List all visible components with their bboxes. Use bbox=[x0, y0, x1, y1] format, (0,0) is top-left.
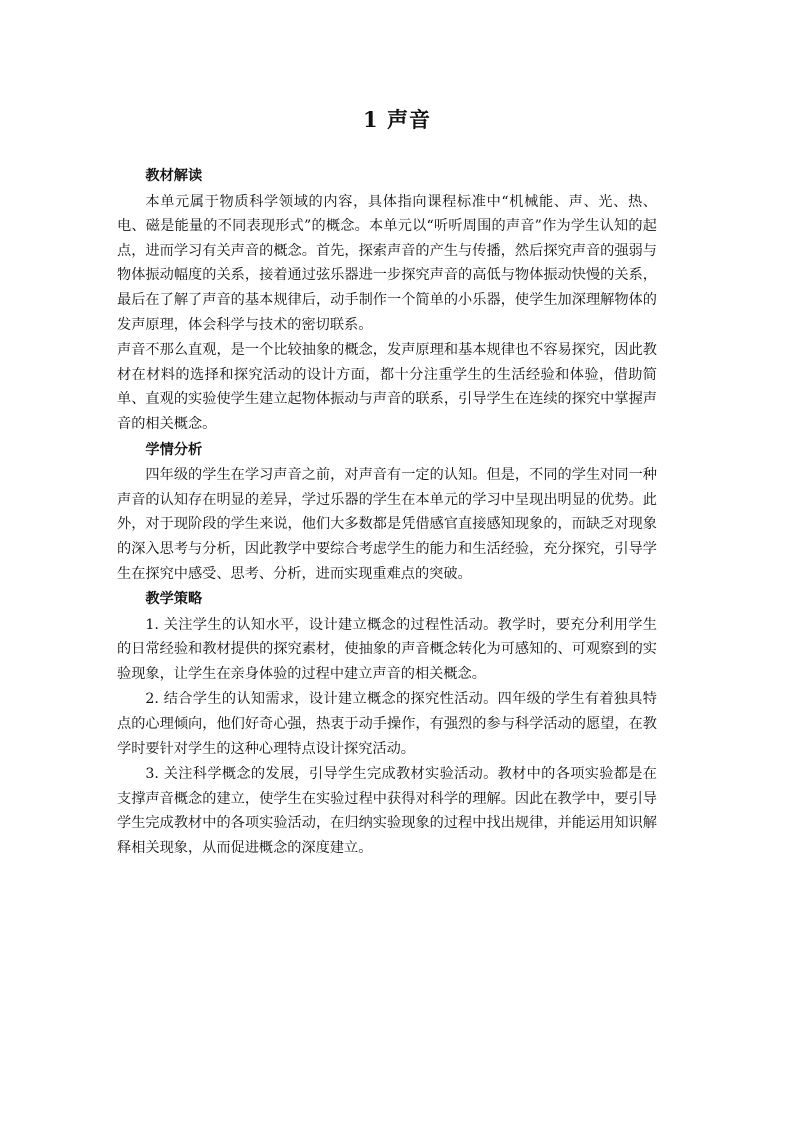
paragraph: 本单元属于物质科学领域的内容，具体指向课程标准中“机械能、声、光、热、电、磁是能量的不同表现形式”的概念。本单元以“听听周围的声音”作为学生认知的起点，进而学习有关声音的概念。首先，探索声音的产生与传播，然后探究声音的强弱与物体振动幅度的关系，接着通过弦乐器进一步探究声音的高低与物体振动快慢的关系，最后在了解了声音的基本规律后，动手制作一个简单的小乐器，使学生加深理解物体的发声原理，体会科学与技术的密切联系。 bbox=[117, 193, 657, 333]
paragraph: 1. 关注学生的认知水平，设计建立概念的过程性活动。教学时，要充分利用学生的日常经验和教材提供的探究素材，使抽象的声音概念转化为可感知的、可观察到的实验现象，让学生在亲身体验的过程中建立声音的相关概念。 bbox=[117, 616, 657, 682]
section-heading-textbook-interpretation: 教材解读 bbox=[145, 168, 203, 184]
paragraph: 2. 结合学生的认知需求，设计建立概念的探究性活动。四年级的学生有着独具特点的心理倾向，他们好奇心强，热衷于动手操作，有强烈的参与科学活动的愿望，在教学时要针对学生的这种心理特点设计探究活动。 bbox=[117, 691, 657, 757]
section-heading-teaching-strategy: 教学策略 bbox=[145, 591, 203, 608]
paragraph: 四年级的学生在学习声音之前，对声音有一定的认知。但是，不同的学生对同一种声音的认知存在明显的差异，学过乐器的学生在本单元的学习中呈现出明显的优势。此外，对于现阶段的学生来说，他们大多数都是凭借感官直接感知现象的，而缺乏对现象的深入思考与分析，因此教学中要综合考虑学生的能力和生活经验，充分探究，引导学生在探究中感受、思考、分析，进而实现重难点的突破。 bbox=[117, 467, 657, 582]
page-title: 1 声音 bbox=[363, 107, 431, 132]
section-heading-student-analysis: 学情分析 bbox=[145, 441, 203, 458]
paragraph: 声音不那么直观，是一个比较抽象的概念，发声原理和基本规律也不容易探究，因此教材在材料的选择和探究活动的设计方面，都十分注重学生的生活经验和体验，借助简单、直观的实验使学生建立起物体振动与声音的联系，引导学生在连续的探究中掌握声音的相关概念。 bbox=[117, 342, 657, 432]
document-body bbox=[117, 164, 657, 862]
paragraph: 3. 关注科学概念的发展，引导学生完成教材实验活动。教材中的各项实验都是在支撑声音概念的建立，使学生在实验过程中获得对科学的理解。因此在教学中，要引导学生完成教材中的各项实验活动，在归纳实验现象的过程中找出规律，并能运用知识解释相关现象，从而促进概念的深度建立。 bbox=[117, 766, 657, 857]
